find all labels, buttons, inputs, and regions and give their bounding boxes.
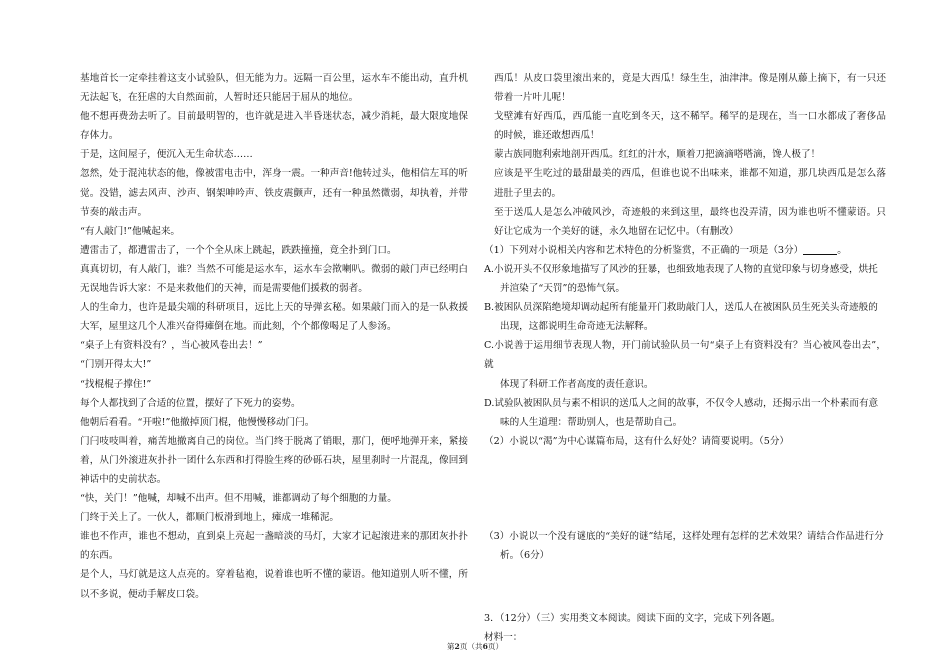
story-paragraph: 戈壁滩有好西瓜，西瓜能一直吃到冬天，这不稀罕。稀罕的是现在，当一口水都成了奢侈品的时候，谁还敢想西瓜！ bbox=[494, 111, 886, 142]
option-label: D. bbox=[484, 397, 495, 409]
story-paragraph: 蒙古族同胞利索地剖开西瓜。红红的汁水，顺着刀把滴滴嗒嗒滴，馋人极了！ bbox=[494, 149, 821, 161]
question-1-stem bbox=[484, 241, 886, 260]
option-text: 小说善于运用细节表现人物，开门前试验队员一句“桌子上有资料没有？当心被风卷出去”，就 bbox=[484, 340, 886, 371]
question-3: （3）小说以一个没有谜底的“美好的谜”结尾，这样处理有怎样的艺术效果？请结合作品进行分 bbox=[484, 530, 884, 542]
story-paragraph: 谁也不作声，谁也不想动，直到桌上亮起一盏暗淡的马灯，大家才记起滚进来的那团灰扑扑的东西。 bbox=[80, 531, 468, 562]
story-paragraph: 门闩吱吱叫着，痛苦地撤离自己的岗位。当门终于脱离了销眼，那门，便呼地弹开来，紧接着，从门外滚进灰扑扑一团什么东西和打得脸生疼的砂砾石块，屋里刹时一片混乱，像回到神话中的史前状态。 bbox=[80, 435, 468, 485]
option-text: 试验队被困队员与素不相识的送瓜人之间的故事，不仅令人感动，还揭示出一个朴素而有意 bbox=[494, 397, 879, 409]
story-paragraph: “门别开得太大!” bbox=[80, 359, 152, 371]
story-paragraph: “快，关门！”他喊，却喊不出声。但不用喊，谁都调动了每个细胞的力量。 bbox=[80, 493, 397, 505]
option-a-cont: 并渲染了“天罚”的恐怖气氛。 bbox=[500, 283, 625, 295]
story-paragraph: 门终于关上了。一伙人，都顺门板滑到地上，瘫成一堆稀泥。 bbox=[80, 512, 340, 524]
page-number: 2 bbox=[454, 642, 460, 651]
footer-end: 页） bbox=[487, 642, 504, 651]
story-paragraph: 人的生命力，也许是最尖端的科研项目，远比上天的导弹玄秘。如果敲门而入的是一队救援大军，屋里这几个人准兴奋得瘫倒在地。而此刻，个个都像喝足了人参汤。 bbox=[80, 302, 468, 333]
story-paragraph: 至于送瓜人是怎么冲破风沙，奇迹般的来到这里，最终也没弄清，因为谁也听不懂蒙语。只好让它成为一个美好的谜，永久地留在记忆中。（有删改） bbox=[494, 206, 886, 237]
option-label: A. bbox=[484, 263, 494, 275]
story-paragraph: 他朝后看看。“开啦!”他撤掉顶门棍，他慢慢移动门闩。 bbox=[80, 416, 315, 428]
option-label: B. bbox=[484, 302, 495, 314]
story-paragraph: 真真切切，有人敲门，谁？当然不可能是运水车，运水车会揿喇叭。微弱的敲门声已经明白无误地告诉大家：不是来救他们的天神，而是需要他们援救的弱者。 bbox=[80, 263, 468, 295]
option-text: 被困队员深陷绝境却调动起所有能量开门救助敲门人，送瓜人在被困队员生死关头奇迹般的 bbox=[494, 302, 878, 314]
material-label: 材料一： bbox=[484, 632, 523, 644]
option-d-cont: 味的人生道理：帮助别人，也是帮助自己。 bbox=[500, 416, 683, 428]
story-paragraph: 遭雷击了，都遭雷击了，一个个全从床上跳起，跌跌撞撞，竟全扑到门口。 bbox=[80, 244, 397, 256]
option-text: 小说开头不仅形象地描写了风沙的狂暴，也细致地表现了人物的直觉印象与切身感受，烘托 bbox=[493, 263, 878, 275]
footer-prefix: 第 bbox=[446, 642, 455, 651]
option-d bbox=[484, 394, 886, 413]
page-footer bbox=[0, 641, 950, 652]
left-column bbox=[70, 69, 468, 604]
question-3-cont: 析。（6分） bbox=[500, 549, 550, 561]
story-paragraph: 每个人都找到了合适的位置，摆好了下死力的姿势。 bbox=[80, 397, 301, 409]
answer-space bbox=[484, 565, 886, 609]
story-paragraph: 西瓜！从皮口袋里滚出来的，竟是大西瓜！绿生生，油津津。像是刚从藤上摘下，有一只还带着一片叶儿呢！ bbox=[494, 73, 886, 104]
story-paragraph: “找棍棍子撑住!” bbox=[80, 378, 152, 390]
answer-space bbox=[484, 451, 886, 527]
option-c bbox=[484, 336, 886, 374]
question-2: （2）小说以“渴”为中心谋篇布局，这有什么好处？请简要说明。（5分） bbox=[484, 435, 790, 447]
story-paragraph: 基地首长一定牵挂着这支小试验队，但无能为力。远隔一百公里，运水车不能出动，直升机无法起飞，在狂虐的大自然面前，人暂时还只能居于屈从的地位。 bbox=[80, 73, 468, 104]
footer-middle: 页（共 bbox=[459, 642, 483, 651]
story-paragraph: 是个人，马灯就是这人点亮的。穿着毡袍，说着谁也听不懂的蒙语。他知道别人听不懂，所以不多说，便动手解皮口袋。 bbox=[80, 569, 468, 600]
story-paragraph: 他不想再费劲去听了。目前最明智的，也许就是进入半昏迷状态，减少消耗，最大限度地保存体力。 bbox=[80, 111, 468, 142]
section-3-heading: 3．（12分）（三）实用类文本阅读。阅读下面的文字，完成下列各题。 bbox=[484, 613, 781, 625]
story-paragraph: “有人敲门!”他喊起来。 bbox=[80, 225, 181, 237]
question-1-end: 。 bbox=[837, 244, 847, 256]
option-b bbox=[484, 298, 886, 317]
story-paragraph: 于是，这间屋子，便沉入无生命状态…… bbox=[80, 149, 253, 161]
answer-blank[interactable] bbox=[803, 244, 837, 255]
question-1-text: （1）下列对小说相关内容和艺术特色的分析鉴赏，不正确的一项是（3分） bbox=[484, 244, 804, 256]
story-paragraph: 应该是平生吃过的最甜最美的西瓜，但谁也说不出味来，谁都不知道，那几块西瓜是怎么落进肚子里去的。 bbox=[494, 168, 886, 199]
story-paragraph: 忽然，处于混沌状态的他，像被雷电击中，浑身一震。一种声音!他转过头，他相信左耳的听觉。没错，滤去风声、沙声、钢架呻吟声、铁皮震颤声，还有一种虽然微弱，却执着，并带节奏的敲击声。 bbox=[80, 168, 468, 218]
right-column bbox=[484, 69, 886, 647]
option-label: C. bbox=[484, 340, 495, 352]
total-pages: 6 bbox=[482, 642, 488, 651]
story-paragraph: “桌子上有资料没有？，当心被风卷出去！” bbox=[80, 340, 263, 352]
option-c-cont: 体现了科研工作者高度的责任意识。 bbox=[500, 378, 654, 390]
option-a bbox=[484, 260, 886, 279]
option-b-cont: 出现，这都说明生命奇迹无法解释。 bbox=[500, 321, 654, 333]
